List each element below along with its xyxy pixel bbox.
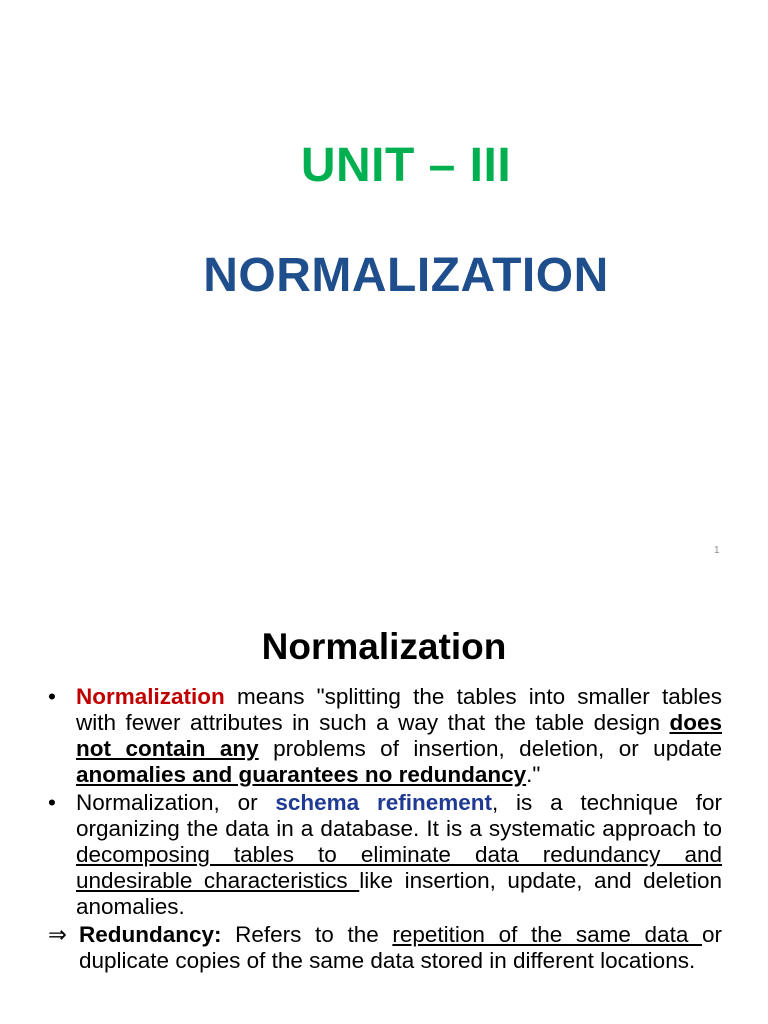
slide-2 xyxy=(0,576,768,1024)
slide-title: NORMALIZATION xyxy=(203,249,609,302)
bullet-schema-refinement xyxy=(48,790,722,920)
bullet-normalization-definition xyxy=(48,684,722,788)
term-redundancy: Redundancy: xyxy=(79,922,222,947)
text: or duplicate copies of the same data stored in different locations. xyxy=(79,922,722,973)
underlined-text: repetition of the same data xyxy=(392,922,702,947)
text: , is a technique for organizing the data in a database. It is a systematic approach to xyxy=(76,790,723,841)
slide-heading: Normalization xyxy=(261,626,507,667)
emphasis-text: anomalies and guarantees no redundancy xyxy=(76,762,527,787)
unit-title: UNIT – III xyxy=(300,139,512,192)
slide-number: 1 xyxy=(714,545,720,556)
bullet-marker: • xyxy=(48,790,56,815)
emphasis-text: does not contain any xyxy=(76,710,722,761)
text: Refers to the xyxy=(221,922,393,947)
underlined-text: decomposing tables to eliminate data redundancy and undesirable characteristics xyxy=(76,842,722,893)
term-schema-refinement: schema refinement xyxy=(275,790,493,815)
arrow-icon: ⇒ xyxy=(48,922,67,947)
text: means "splitting the tables into smaller tables with fewer attributes in such a way that the table design xyxy=(76,684,722,735)
slide-body xyxy=(48,684,722,976)
text: Normalization, or xyxy=(76,790,276,815)
text: like insertion, update, and deletion anomalies. xyxy=(76,868,722,919)
bullet-marker: • xyxy=(48,684,56,709)
term-normalization: Normalization xyxy=(76,684,225,709)
arrow-redundancy-definition xyxy=(48,922,722,974)
text: problems of insertion, deletion, or update xyxy=(258,736,723,761)
text: ." xyxy=(526,762,541,787)
